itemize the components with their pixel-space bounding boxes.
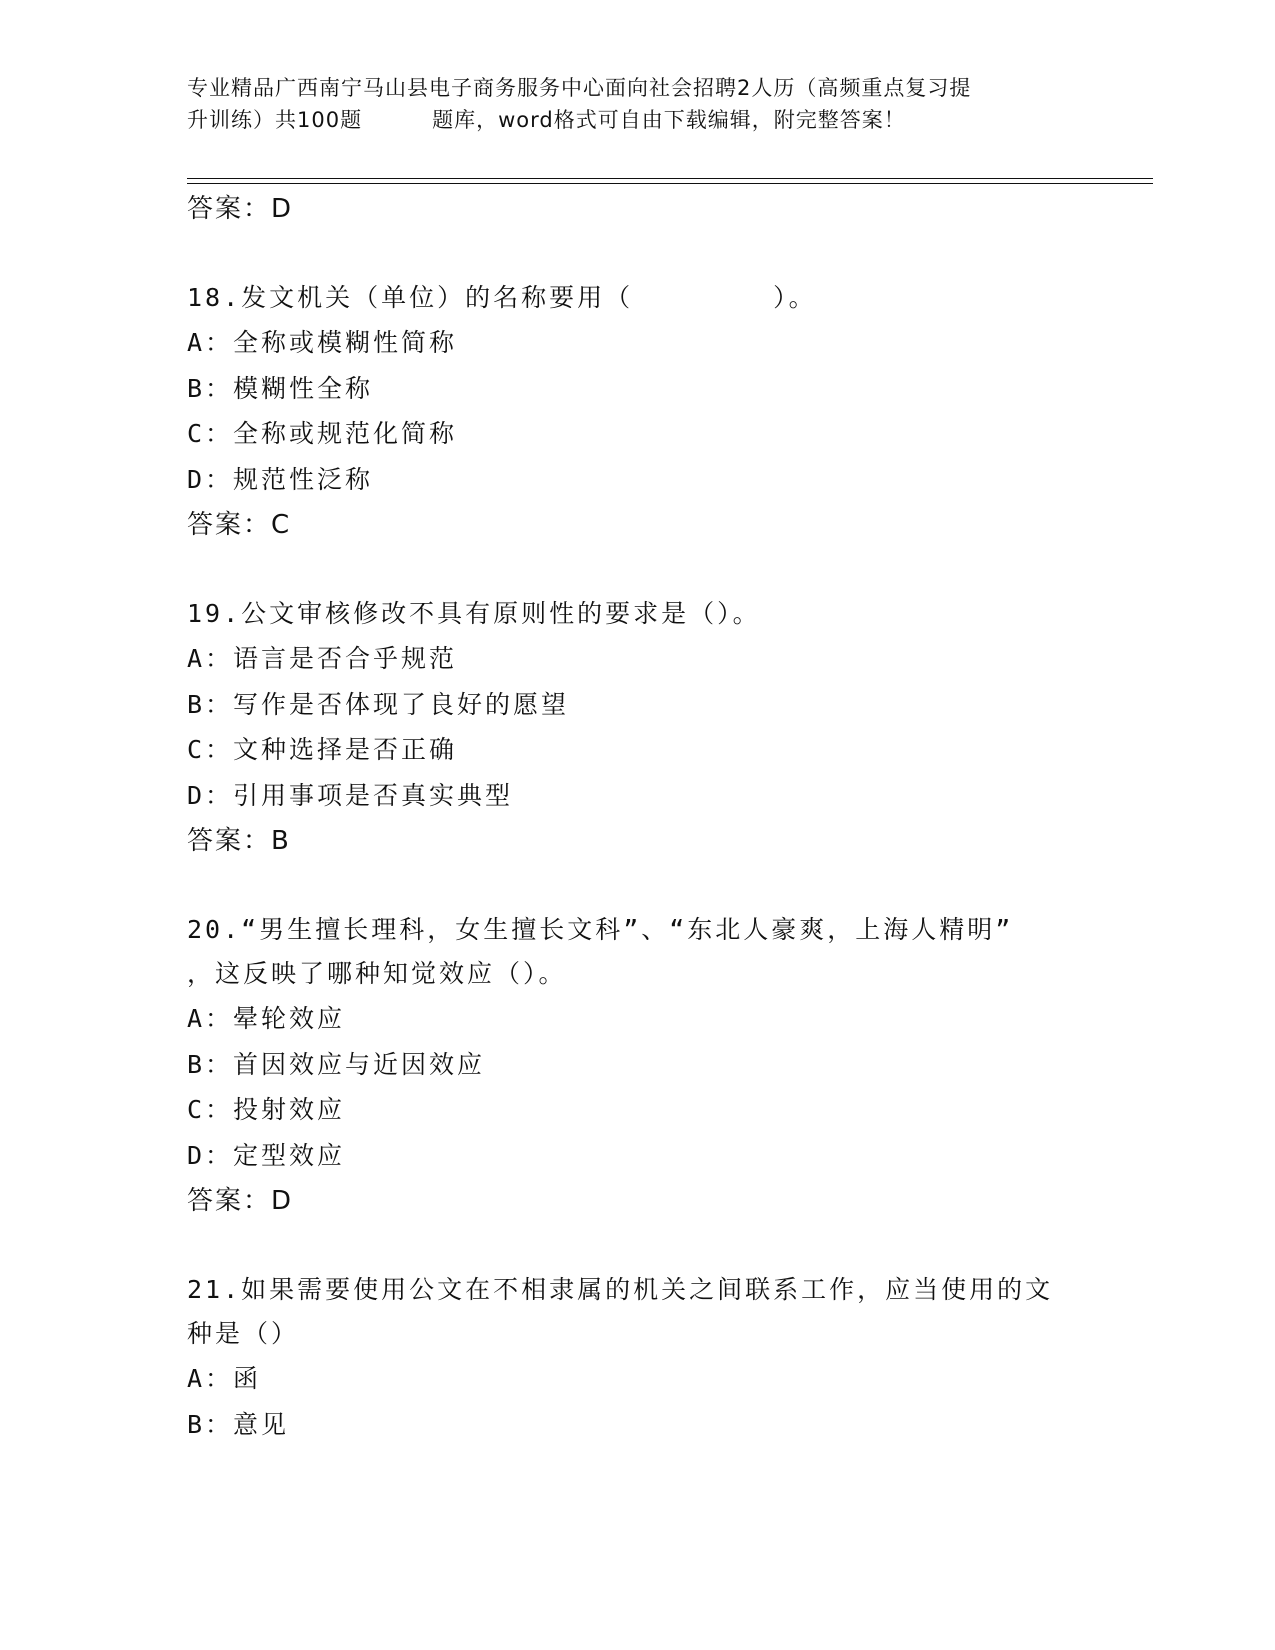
question-21-option-b: B：意见 — [187, 1409, 290, 1439]
header-line-2 — [187, 104, 1087, 136]
header-line-1: 专业精品广西南宁马山县电子商务服务中心面向社会招聘2人历（高频重点复习提 — [187, 76, 972, 100]
question-19-text: 19.公文审核修改不具有原则性的要求是（）。 — [187, 599, 761, 628]
question-20-text-line-2: ，这反映了哪种知觉效应（）。 — [187, 959, 567, 988]
question-19-option-a: A：语言是否合乎规范 — [187, 644, 458, 673]
document-body — [187, 186, 1107, 1447]
document-header — [187, 72, 1087, 136]
answer-18: 答案：C — [187, 510, 292, 540]
question-21-text-line-1: 21.如果需要使用公文在不相隶属的机关之间联系工作，应当使用的文 — [187, 1275, 1054, 1304]
header-line-2-part-b: 题库，word格式可自由下载编辑，附完整答案！ — [432, 108, 906, 132]
question-18-option-a: A：全称或模糊性简称 — [187, 328, 458, 357]
question-18-option-b: B：模糊性全称 — [187, 373, 374, 403]
question-block-18 — [187, 276, 1107, 548]
question-20-option-a: A：晕轮效应 — [187, 1004, 346, 1033]
question-19-option-b: B：写作是否体现了良好的愿望 — [187, 689, 570, 719]
question-18-option-d: D：规范性泛称 — [187, 464, 374, 494]
answer-20: 答案：D — [187, 1186, 294, 1216]
answer-19: 答案：B — [187, 826, 291, 856]
question-19-option-d: D：引用事项是否真实典型 — [187, 780, 514, 810]
question-21-text-line-2: 种是（） — [187, 1319, 300, 1348]
question-block-20 — [187, 908, 1107, 1224]
header-rule-top — [187, 178, 1153, 179]
question-18-text: 18.发文机关（单位）的名称要用（ ）。 — [187, 283, 817, 312]
answer-17: 答案：D — [187, 194, 294, 224]
header-line-2-part-a: 升训练）共100题 — [187, 108, 363, 132]
question-20-option-b: B：首因效应与近因效应 — [187, 1049, 486, 1079]
question-20-text-line-1: 20.“男生擅长理科，女生擅长文科”、“东北人豪爽，上海人精明” — [187, 915, 1014, 944]
question-19-option-c: C：文种选择是否正确 — [187, 735, 458, 764]
question-18-option-c: C：全称或规范化简称 — [187, 419, 458, 448]
question-block-19 — [187, 592, 1107, 864]
question-20-option-c: C：投射效应 — [187, 1095, 346, 1124]
question-block-21 — [187, 1268, 1107, 1447]
header-rule-bottom — [187, 183, 1153, 184]
question-20-option-d: D：定型效应 — [187, 1140, 346, 1170]
question-21-option-a: A：函 — [187, 1364, 262, 1393]
